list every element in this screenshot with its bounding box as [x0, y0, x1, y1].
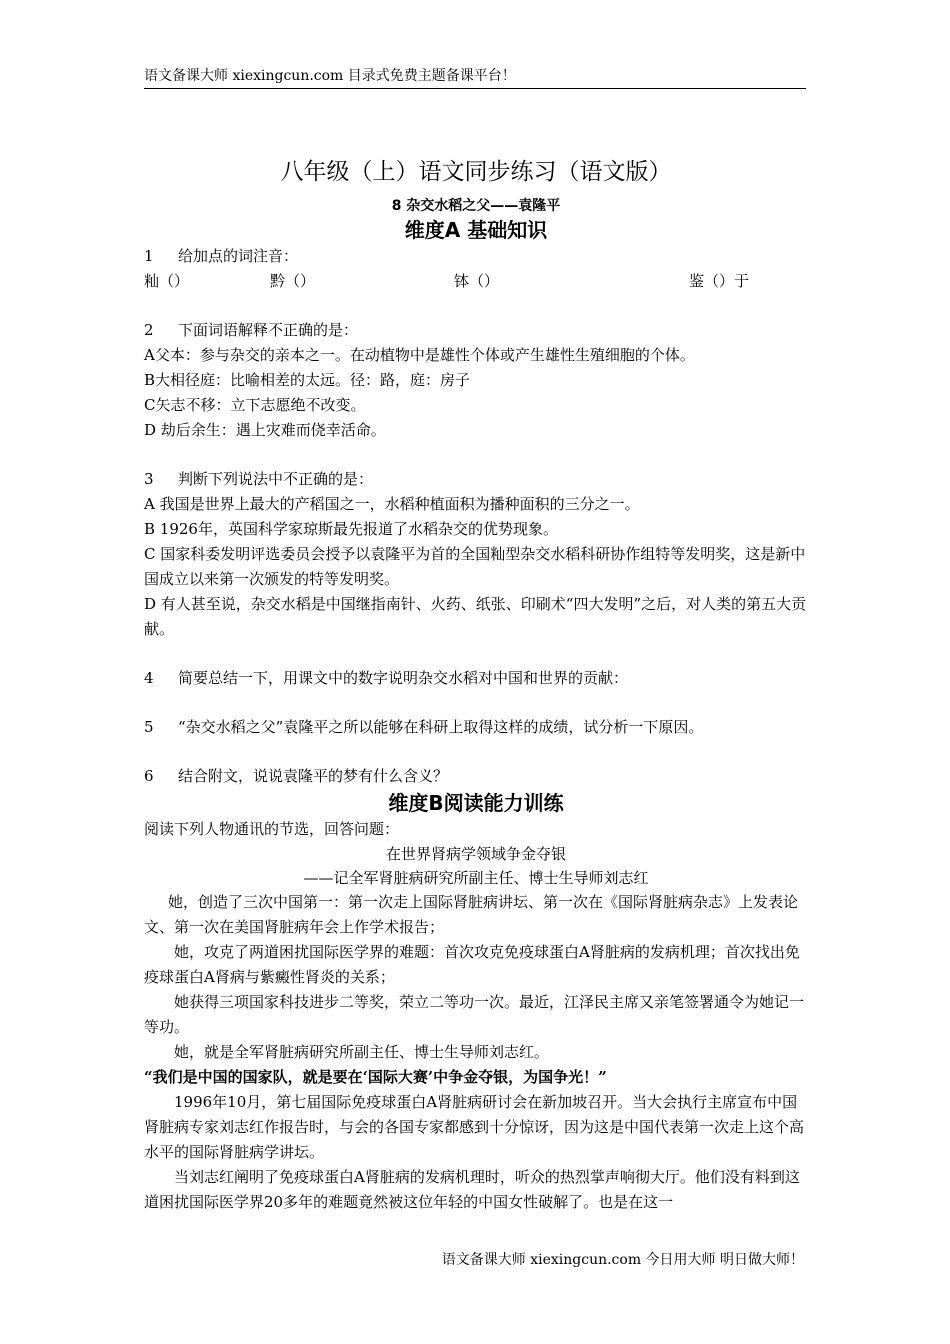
- article-paragraph: 她，攻克了两道困扰国际医学界的难题：首次攻克免疫球蛋白A肾脏病的发病机理；首次找出免疫球蛋白A肾病与紫癜性肾炎的关系；: [144, 943, 800, 986]
- question-3: [144, 467, 808, 492]
- question-number: 4: [144, 669, 154, 687]
- document-body: [144, 150, 808, 1215]
- question-text: 结合附文，说说袁隆平的梦有什么含义？: [178, 767, 449, 785]
- article-paragraph: 她获得三项国家科技进步二等奖，荣立二等功一次。最近，江泽民主席又亲笔签署通令为她记一等功。: [144, 993, 805, 1036]
- option-a: A 我国是世界上最大的产稻国之一，水稻种植面积为播种面积的三分之一。: [144, 495, 640, 513]
- page-header: 语文备课大师 xiexingcun.com 目录式免费主题备课平台！: [144, 66, 806, 89]
- question-number: 2: [144, 321, 154, 339]
- question-text: 判断下列说法中不正确的是：: [178, 470, 374, 488]
- pinyin-item: 籼（）: [144, 272, 190, 290]
- article-paragraph: 1996年10月，第七届国际免疫球蛋白A肾脏病研讨会在新加坡召开。当大会执行主席宣布中国肾脏病专家刘志红作报告时，与会的各国专家都感到十分惊讶，因为这是中国代表第一次走上这个高水平的国际肾脏病学讲坛。: [144, 1093, 805, 1161]
- option-b: B大相径庭：比喻相差的太远。径：路，庭：房子: [144, 371, 471, 389]
- option-a: A父本：参与杂交的亲本之一。在动植物中是雄性个体或产生雄性生殖细胞的个体。: [144, 346, 695, 364]
- pinyin-item: 黔（）: [270, 272, 316, 290]
- lesson-subtitle: 8 杂交水稻之父——袁隆平: [391, 198, 561, 214]
- option-b: B 1926年，英国科学家琼斯最先报道了水稻杂交的优势现象。: [144, 520, 558, 538]
- reading-intro: 阅读下列人物通讯的节选，回答问题：: [144, 820, 400, 838]
- question-4: [144, 666, 808, 691]
- article-title: 在世界肾病学领域争金夺银: [385, 845, 566, 863]
- article-paragraph: 她，创造了三次中国第一：第一次走上国际肾脏病讲坛、第一次在《国际肾脏病杂志》上发表论文、第一次在美国肾脏病年会上作学术报告；: [144, 893, 799, 936]
- question-number: 6: [144, 767, 154, 785]
- question-text: 下面词语解释不正确的是：: [178, 321, 359, 339]
- question-number: 3: [144, 470, 154, 488]
- question-text: 给加点的词注音：: [178, 247, 299, 265]
- section-b-heading: 维度B阅读能力训练: [388, 791, 564, 815]
- question-6: [144, 764, 808, 789]
- option-d: D 有人甚至说，杂交水稻是中国继指南针、火药、纸张、印刷术“四大发明”之后，对人类的第五大贡献。: [144, 595, 807, 638]
- question-number: 1: [144, 247, 154, 265]
- question-2: [144, 318, 808, 343]
- pinyin-item: 钵（）: [454, 272, 500, 290]
- option-c: C矢志不移：立下志愿绝不改变。: [144, 396, 366, 414]
- question-1: [144, 244, 808, 269]
- pinyin-items: [144, 269, 808, 294]
- section-a-heading: 维度A 基础知识: [404, 218, 548, 242]
- page-footer: 语文备课大师 xiexingcun.com 今日用大师 明日做大师！: [441, 1252, 804, 1268]
- question-5: [144, 715, 808, 740]
- article-subtitle: ——记全军肾脏病研究所副主任、博士生导师刘志红: [303, 869, 649, 887]
- option-d: D 劫后余生：遇上灾难而侥幸活命。: [144, 421, 386, 439]
- question-text: 简要总结一下，用课文中的数字说明杂交水稻对中国和世界的贡献：: [178, 669, 629, 687]
- article-quote-heading: “我们是中国的国家队，就是要在‘国际大赛’中争金夺银，为国争光！”: [144, 1068, 607, 1086]
- article-paragraph: 她，就是全军肾脏病研究所副主任、博士生导师刘志红。: [174, 1043, 550, 1061]
- option-c: C 国家科委发明评选委员会授予以袁隆平为首的全国籼型杂交水稻科研协作组特等发明奖，这是新中国成立以来第一次颁发的特等发明奖。: [144, 545, 806, 588]
- article-paragraph: 当刘志红阐明了免疫球蛋白A肾脏病的发病机理时，听众的热烈掌声响彻大厅。他们没有料到这道困扰国际医学界20多年的难题竟然被这位年轻的中国女性破解了。也是在这一: [144, 1168, 800, 1211]
- document-title: 八年级（上）语文同步练习（语文版）: [280, 159, 672, 185]
- pinyin-item: 鉴（）于: [689, 272, 750, 290]
- question-number: 5: [144, 718, 154, 736]
- question-text: “杂交水稻之父”袁隆平之所以能够在科研上取得这样的成绩，试分析一下原因。: [178, 718, 704, 736]
